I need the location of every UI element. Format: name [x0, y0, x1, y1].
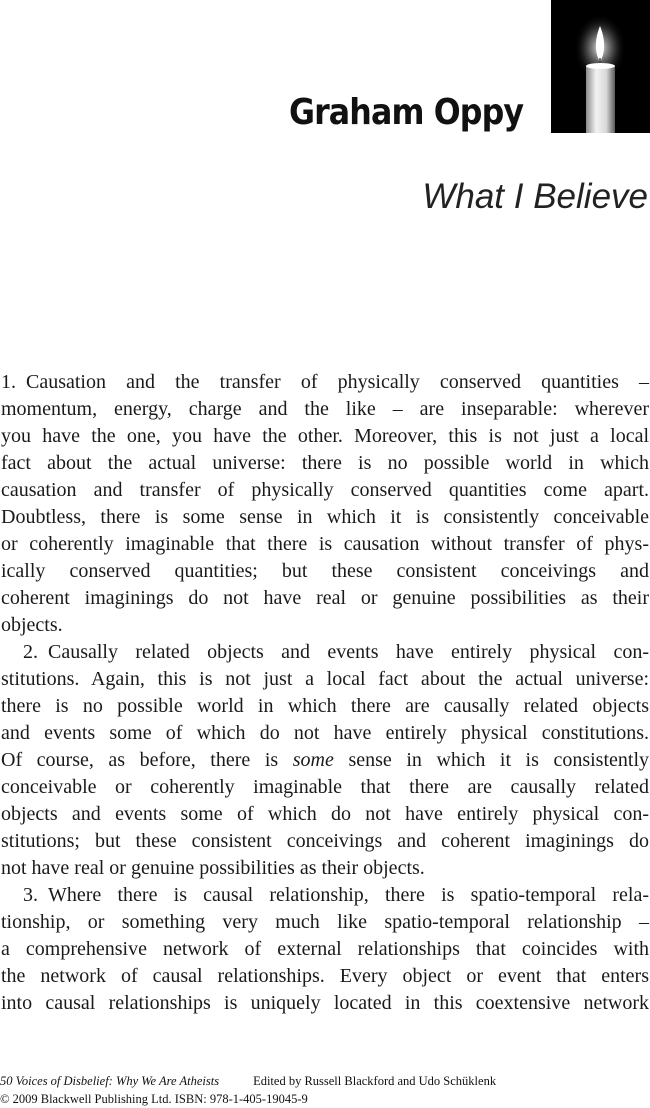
chapter-title: What I Believe [422, 177, 648, 216]
text-line: not have real or genuine possibilities as their objects. [1, 857, 425, 879]
text-line: objects. [1, 614, 63, 636]
emphasis: some [292, 749, 334, 771]
paragraph-number: 1. [1, 371, 16, 393]
paragraph-2 [1, 639, 649, 882]
paragraph-number: 3. [23, 884, 38, 906]
text-line: objects and events some of which do not have entirely physical con- [1, 803, 649, 825]
text-line: 2. Causally related objects and events have entirely physical con- [23, 641, 649, 663]
copyright: © 2009 Blackwell Publishing Ltd. ISBN: 978-1-405-19045-9 [0, 1092, 308, 1106]
text-line: the network of causal relationships. Every object or event that enters [1, 965, 649, 987]
text-line: or coherently imaginable that there is causation without transfer of phys- [1, 533, 649, 555]
footer-citation [0, 1072, 496, 1090]
text-line: coherent imaginings do not have real or genuine possibilities as their [1, 587, 649, 609]
text-line: fact about the actual universe: there is no possible world in which [1, 452, 649, 474]
text-line: there is no possible world in which there are causally related objects [1, 695, 649, 717]
text-line: you have the one, you have the other. Moreover, this is not just a local [1, 425, 649, 447]
text-line: Of course, as before, there is some sense in which it is consistently [1, 749, 650, 771]
author-name: Graham Oppy [288, 92, 523, 133]
text-line: tionship, or something very much like spatio-temporal relationship – [1, 911, 649, 933]
text-line: into causal relationships is uniquely located in this coextensive network [1, 992, 649, 1014]
paragraph-3 [1, 882, 649, 1017]
book-title: 50 Voices of Disbelief: Why We Are Atheists [0, 1074, 220, 1088]
text-line: 1. Causation and the transfer of physically conserved quantities – [1, 371, 649, 393]
text-line: momentum, energy, charge and the like – are inseparable: wherever [1, 398, 649, 420]
candle-icon [551, 0, 650, 133]
paragraph-number: 2. [23, 641, 38, 663]
text-line: 3. Where there is causal relationship, there is spatio-temporal rela- [23, 884, 649, 906]
text-line: conceivable or coherently imaginable that there are causally related [1, 776, 649, 798]
text-line: stitutions. Again, this is not just a local fact about the actual universe: [1, 668, 649, 690]
editors: Edited by Russell Blackford and Udo Schüklenk [253, 1074, 497, 1088]
paragraph-1 [1, 369, 649, 639]
page-footer [0, 1072, 496, 1108]
text-line: Doubtless, there is some sense in which it is consistently conceivable [1, 506, 649, 528]
candle-photo [551, 0, 650, 133]
text-line: ically conserved quantities; but these consistent conceivings and [1, 560, 649, 582]
text-line: a comprehensive network of external relationships that coincides with [1, 938, 649, 960]
text-line: and events some of which do not have entirely physical constitutions. [1, 722, 649, 744]
text-line: stitutions; but these consistent conceivings and coherent imaginings do [1, 830, 649, 852]
essay-body [1, 369, 649, 1017]
text-line: causation and transfer of physically conserved quantities come apart. [1, 479, 649, 501]
